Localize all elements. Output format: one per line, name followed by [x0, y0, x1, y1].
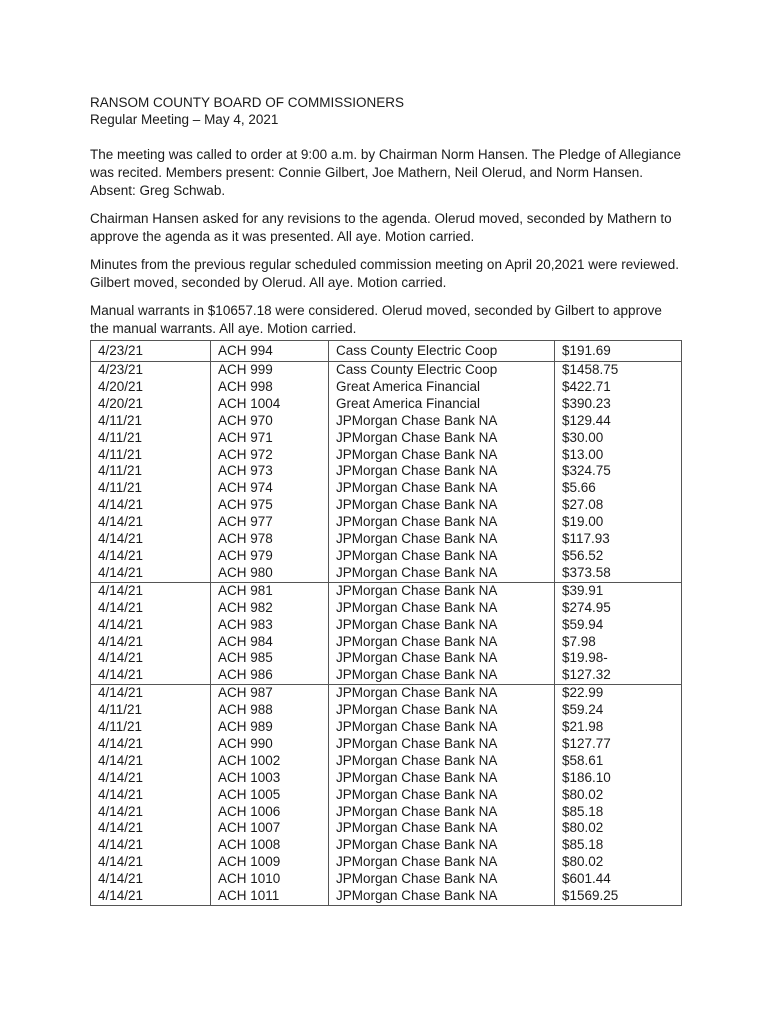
document-title: RANSOM COUNTY BOARD OF COMMISSIONERS [90, 95, 405, 110]
paragraph-minutes: Minutes from the previous regular scheduled commission meeting on April 20,2021 were reviewed. Gilbert moved, seconded by Olerud. All aye. Motion carried. [90, 257, 680, 290]
table-row [91, 514, 682, 531]
warrant-date: 4/14/21 [91, 514, 211, 531]
warrant-date: 4/11/21 [91, 413, 211, 430]
table-row [91, 854, 682, 871]
warrant-payee: JPMorgan Chase Bank NA [329, 634, 555, 651]
warrant-number: ACH 998 [211, 379, 329, 396]
warrant-payee: JPMorgan Chase Bank NA [329, 480, 555, 497]
warrant-number: ACH 974 [211, 480, 329, 497]
warrant-number: ACH 1004 [211, 396, 329, 413]
warrant-amount: $59.24 [555, 702, 682, 719]
table-row [91, 447, 682, 464]
warrant-amount: $22.99 [555, 685, 682, 702]
warrant-payee: JPMorgan Chase Bank NA [329, 685, 555, 702]
warrant-number: ACH 1003 [211, 770, 329, 787]
warrant-number: ACH 984 [211, 634, 329, 651]
warrant-date: 4/14/21 [91, 770, 211, 787]
table-row [91, 685, 682, 702]
warrant-amount: $117.93 [555, 531, 682, 548]
warrant-date: 4/11/21 [91, 719, 211, 736]
warrant-number: ACH 970 [211, 413, 329, 430]
table-row [91, 871, 682, 888]
table-row [91, 736, 682, 753]
table-row [91, 753, 682, 770]
warrant-date: 4/11/21 [91, 480, 211, 497]
table-row [91, 634, 682, 651]
warrant-number: ACH 1010 [211, 871, 329, 888]
warrant-payee: JPMorgan Chase Bank NA [329, 736, 555, 753]
warrant-date: 4/14/21 [91, 685, 211, 702]
warrant-date: 4/14/21 [91, 531, 211, 548]
warrant-amount: $127.77 [555, 736, 682, 753]
warrant-number: ACH 1002 [211, 753, 329, 770]
table-row [91, 531, 682, 548]
warrant-payee: Great America Financial [329, 396, 555, 413]
warrant-amount: $27.08 [555, 497, 682, 514]
table-row [91, 617, 682, 634]
warrant-amount: $324.75 [555, 463, 682, 480]
warrant-date: 4/14/21 [91, 548, 211, 565]
warrant-amount: $21.98 [555, 719, 682, 736]
warrant-number: ACH 985 [211, 650, 329, 667]
warrant-date: 4/14/21 [91, 854, 211, 871]
warrant-number: ACH 979 [211, 548, 329, 565]
warrant-payee: JPMorgan Chase Bank NA [329, 497, 555, 514]
warrant-payee: JPMorgan Chase Bank NA [329, 514, 555, 531]
warrant-date: 4/14/21 [91, 837, 211, 854]
warrant-amount: $80.02 [555, 854, 682, 871]
warrant-amount: $191.69 [555, 341, 682, 362]
warrant-number: ACH 994 [211, 341, 329, 362]
table-row [91, 362, 682, 379]
warrant-amount: $80.02 [555, 820, 682, 837]
table-row [91, 650, 682, 667]
warrant-date: 4/11/21 [91, 463, 211, 480]
warrant-payee: JPMorgan Chase Bank NA [329, 548, 555, 565]
warrant-amount: $56.52 [555, 548, 682, 565]
warrant-amount: $13.00 [555, 447, 682, 464]
warrant-amount: $7.98 [555, 634, 682, 651]
warrant-payee: JPMorgan Chase Bank NA [329, 582, 555, 599]
warrant-number: ACH 990 [211, 736, 329, 753]
table-row [91, 463, 682, 480]
warrant-number: ACH 973 [211, 463, 329, 480]
warrant-date: 4/20/21 [91, 379, 211, 396]
warrant-number: ACH 1005 [211, 787, 329, 804]
warrants-table-body [91, 341, 682, 906]
warrant-date: 4/14/21 [91, 667, 211, 684]
warrant-amount: $19.00 [555, 514, 682, 531]
warrant-amount: $601.44 [555, 871, 682, 888]
warrant-payee: JPMorgan Chase Bank NA [329, 753, 555, 770]
paragraph-agenda: Chairman Hansen asked for any revisions to the agenda. Olerud moved, seconded by Mathern to approve the agenda as it was presented. All aye. Motion carried. [90, 211, 672, 244]
warrant-payee: Cass County Electric Coop [329, 341, 555, 362]
warrant-date: 4/23/21 [91, 362, 211, 379]
table-row [91, 804, 682, 821]
warrant-date: 4/14/21 [91, 634, 211, 651]
warrant-amount: $85.18 [555, 804, 682, 821]
warrant-amount: $186.10 [555, 770, 682, 787]
warrant-payee: JPMorgan Chase Bank NA [329, 430, 555, 447]
warrant-amount: $1569.25 [555, 888, 682, 905]
warrant-number: ACH 982 [211, 600, 329, 617]
warrant-date: 4/11/21 [91, 702, 211, 719]
warrant-amount: $59.94 [555, 617, 682, 634]
table-row [91, 837, 682, 854]
table-row [91, 413, 682, 430]
warrant-date: 4/14/21 [91, 871, 211, 888]
warrant-date: 4/11/21 [91, 430, 211, 447]
table-row [91, 396, 682, 413]
warrant-payee: Great America Financial [329, 379, 555, 396]
table-row [91, 702, 682, 719]
warrant-payee: JPMorgan Chase Bank NA [329, 463, 555, 480]
warrant-number: ACH 977 [211, 514, 329, 531]
warrant-payee: JPMorgan Chase Bank NA [329, 719, 555, 736]
warrant-amount: $129.44 [555, 413, 682, 430]
warrant-date: 4/14/21 [91, 617, 211, 634]
table-row [91, 787, 682, 804]
warrant-payee: JPMorgan Chase Bank NA [329, 413, 555, 430]
warrant-amount: $80.02 [555, 787, 682, 804]
warrant-payee: JPMorgan Chase Bank NA [329, 667, 555, 684]
warrant-date: 4/14/21 [91, 600, 211, 617]
warrant-payee: Cass County Electric Coop [329, 362, 555, 379]
table-row [91, 667, 682, 684]
warrant-payee: JPMorgan Chase Bank NA [329, 854, 555, 871]
warrant-number: ACH 971 [211, 430, 329, 447]
paragraph-call-to-order: The meeting was called to order at 9:00 a.m. by Chairman Norm Hansen. The Pledge of Allegiance was recited. Members present: Connie Gilbert, Joe Mathern, Neil Olerud, and Norm Hansen. Absent: Greg Schwab. [90, 147, 682, 198]
warrant-amount: $1458.75 [555, 362, 682, 379]
table-row [91, 341, 682, 362]
table-row [91, 565, 682, 582]
warrant-payee: JPMorgan Chase Bank NA [329, 565, 555, 582]
warrant-amount: $127.32 [555, 667, 682, 684]
warrant-payee: JPMorgan Chase Bank NA [329, 770, 555, 787]
warrant-amount: $85.18 [555, 837, 682, 854]
warrant-payee: JPMorgan Chase Bank NA [329, 531, 555, 548]
warrant-payee: JPMorgan Chase Bank NA [329, 871, 555, 888]
warrant-payee: JPMorgan Chase Bank NA [329, 702, 555, 719]
table-row [91, 430, 682, 447]
table-row [91, 497, 682, 514]
warrant-payee: JPMorgan Chase Bank NA [329, 820, 555, 837]
warrant-amount: $30.00 [555, 430, 682, 447]
warrant-amount: $58.61 [555, 753, 682, 770]
warrant-amount: $5.66 [555, 480, 682, 497]
warrant-number: ACH 981 [211, 582, 329, 599]
warrant-number: ACH 986 [211, 667, 329, 684]
warrant-date: 4/14/21 [91, 497, 211, 514]
warrant-number: ACH 1007 [211, 820, 329, 837]
warrant-payee: JPMorgan Chase Bank NA [329, 888, 555, 905]
warrant-amount: $274.95 [555, 600, 682, 617]
document-subtitle: Regular Meeting – May 4, 2021 [90, 112, 279, 127]
table-row [91, 719, 682, 736]
warrant-date: 4/14/21 [91, 650, 211, 667]
warrant-number: ACH 983 [211, 617, 329, 634]
warrant-date: 4/14/21 [91, 820, 211, 837]
warrant-payee: JPMorgan Chase Bank NA [329, 650, 555, 667]
warrant-date: 4/14/21 [91, 888, 211, 905]
warrant-number: ACH 989 [211, 719, 329, 736]
table-row [91, 480, 682, 497]
warrant-date: 4/14/21 [91, 787, 211, 804]
table-row [91, 379, 682, 396]
warrant-date: 4/14/21 [91, 565, 211, 582]
warrant-number: ACH 1006 [211, 804, 329, 821]
warrant-date: 4/14/21 [91, 753, 211, 770]
warrant-amount: $422.71 [555, 379, 682, 396]
warrant-number: ACH 988 [211, 702, 329, 719]
paragraph-manual-warrants: Manual warrants in $10657.18 were considered. Olerud moved, seconded by Gilbert to approve the manual warrants. All aye. Motion carried. [90, 303, 662, 336]
warrant-payee: JPMorgan Chase Bank NA [329, 447, 555, 464]
warrant-number: ACH 1009 [211, 854, 329, 871]
warrant-number: ACH 1011 [211, 888, 329, 905]
warrant-number: ACH 975 [211, 497, 329, 514]
warrant-date: 4/14/21 [91, 736, 211, 753]
warrant-number: ACH 987 [211, 685, 329, 702]
warrant-number: ACH 978 [211, 531, 329, 548]
table-row [91, 820, 682, 837]
warrant-date: 4/14/21 [91, 804, 211, 821]
warrant-number: ACH 1008 [211, 837, 329, 854]
warrant-date: 4/20/21 [91, 396, 211, 413]
document-page [90, 94, 682, 906]
table-row [91, 548, 682, 565]
warrant-amount: $373.58 [555, 565, 682, 582]
warrant-amount: $390.23 [555, 396, 682, 413]
table-row [91, 888, 682, 905]
warrant-payee: JPMorgan Chase Bank NA [329, 617, 555, 634]
warrant-amount: $39.91 [555, 582, 682, 599]
table-row [91, 600, 682, 617]
warrant-date: 4/14/21 [91, 582, 211, 599]
warrant-payee: JPMorgan Chase Bank NA [329, 600, 555, 617]
warrant-amount: $19.98- [555, 650, 682, 667]
warrant-date: 4/23/21 [91, 341, 211, 362]
warrant-date: 4/11/21 [91, 447, 211, 464]
warrant-payee: JPMorgan Chase Bank NA [329, 804, 555, 821]
warrant-number: ACH 999 [211, 362, 329, 379]
table-row [91, 582, 682, 599]
warrant-number: ACH 972 [211, 447, 329, 464]
warrants-table [90, 340, 682, 906]
warrant-payee: JPMorgan Chase Bank NA [329, 837, 555, 854]
table-row [91, 770, 682, 787]
warrant-number: ACH 980 [211, 565, 329, 582]
warrant-payee: JPMorgan Chase Bank NA [329, 787, 555, 804]
